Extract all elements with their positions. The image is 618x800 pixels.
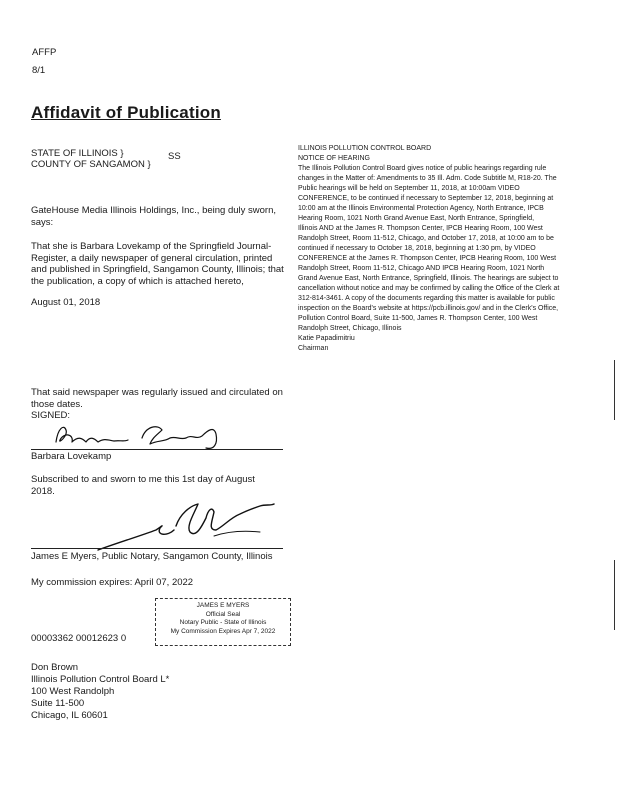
signature-line-1: [31, 449, 283, 450]
notice-heading: ILLINOIS POLLUTION CONTROL BOARD: [298, 145, 432, 152]
notice-line: changes in the Matter of: Amendments to 35 Ill. Adm. Code Subtitle M, R18-20. The: [298, 175, 557, 182]
address-suite: Suite 11-500: [31, 698, 85, 709]
notice-line: cancellation without notice and may be confirmed by calling the Office of the Clerk at: [298, 285, 560, 292]
notice-signatory-title: Chairman: [298, 345, 329, 352]
notice-line: CONFERENCE, to be continued if necessary to September 12, 2018, beginning at: [298, 195, 554, 202]
commission-expiry: My commission expires: April 07, 2022: [31, 577, 194, 588]
venue-county: COUNTY OF SANGAMON }: [31, 159, 151, 170]
subscribed-statement: Subscribed to and sworn to me this 1st day of August 2018.: [31, 474, 255, 497]
stamp-seal: Official Seal: [205, 610, 241, 618]
stamp-state: Notary Public - State of Illinois: [179, 619, 267, 626]
notice-line: 10:00 am at the Illinois Environmental Protection Agency, North Entrance, IPCB: [298, 205, 544, 212]
signer-name: Barbara Lovekamp: [31, 451, 112, 462]
notice-body: [298, 164, 613, 354]
stamp-expiry: My Commission Expires Apr 7, 2022: [170, 627, 276, 635]
circulation-statement: That said newspaper was regularly issued and circulated on those dates.: [31, 387, 283, 410]
venue-ss: SS: [168, 151, 181, 162]
notice-line: Randolph Street, Room 11-512, Chicago, and October 17, 2018, at 10:00 am to be: [298, 235, 554, 242]
notice-line: 312-814-3461. A copy of the documents regarding this matter is available for public: [298, 295, 555, 302]
notice-line: Illinois AND at the James R. Thompson Center, IPCB Hearing Room, 100 West: [298, 225, 543, 232]
notice-line: Grand Avenue East, North Entrance, Springfield, Illinois. The hearings are subject to: [298, 275, 559, 282]
notice-line: Public hearings will be held on September 11, 2018, at 10:00am VIDEO: [298, 185, 520, 192]
signed-label: SIGNED:: [31, 410, 71, 421]
address-city: Chicago, IL 60601: [31, 710, 108, 721]
scan-edge-mark: [614, 560, 615, 630]
notice-line: CONFERENCE at the James R. Thompson Center, IPCB Hearing Room, 100 West: [298, 255, 557, 262]
address-org: Illinois Pollution Control Board L*: [31, 674, 170, 685]
signature-line-2: [31, 548, 283, 549]
hearing-notice: [298, 144, 613, 354]
stamp-name: JAMES E MYERS: [196, 602, 250, 609]
address-name: Don Brown: [31, 662, 78, 673]
address-street: 100 West Randolph: [31, 686, 115, 697]
notary-seal-stamp: [155, 598, 291, 646]
notice-line: The Illinois Pollution Control Board gives notice of public hearings regarding rule: [298, 165, 547, 172]
notice-signatory: Katie Papadimitriu: [298, 335, 355, 342]
affidavit-intro: GateHouse Media Illinois Holdings, Inc., being duly sworn, says:: [31, 205, 277, 228]
form-date-code: 8/1: [32, 65, 46, 76]
notice-line: Randolph Street, Chicago, Illinois: [298, 325, 402, 332]
form-code: AFFP: [32, 47, 57, 58]
venue-state: STATE OF ILLINOIS }: [31, 148, 124, 159]
notary-name-line: James E Myers, Public Notary, Sangamon County, Illinois: [31, 551, 273, 562]
notice-line: Pollution Control Board, Suite 11-500, James R. Thompson Center, 100 West: [298, 315, 538, 322]
page-title: Affidavit of Publication: [31, 103, 221, 122]
signature-lovekamp: [46, 418, 236, 452]
affidavit-statement: That she is Barbara Lovekamp of the Springfield Journal-Register, a daily newspaper of general circulation, printed and published in Springfield, Sangamon County, Illinois; that the publication, a copy of which is attached hereto,: [31, 241, 284, 287]
notice-subheading: NOTICE OF HEARING: [298, 155, 370, 162]
signature-notary: [90, 496, 290, 556]
notice-line: continued if necessary to October 18, 2018, beginning at 1:30 pm, by VIDEO: [298, 245, 536, 252]
scan-edge-mark: [614, 360, 615, 420]
account-number: 00003362 00012623 0: [31, 633, 127, 644]
notice-line: Hearing Room, 1021 North Grand Avenue East, North Entrance, Springfield,: [298, 215, 535, 222]
notice-line: Randolph Street, Room 11-512, Chicago AND IPCB Hearing Room, 1021 North: [298, 265, 545, 272]
notice-line: inspection on the Board's website at https://pcb.illinois.gov/ and in the Clerk's Office,: [298, 305, 559, 312]
publication-date: August 01, 2018: [31, 297, 101, 308]
